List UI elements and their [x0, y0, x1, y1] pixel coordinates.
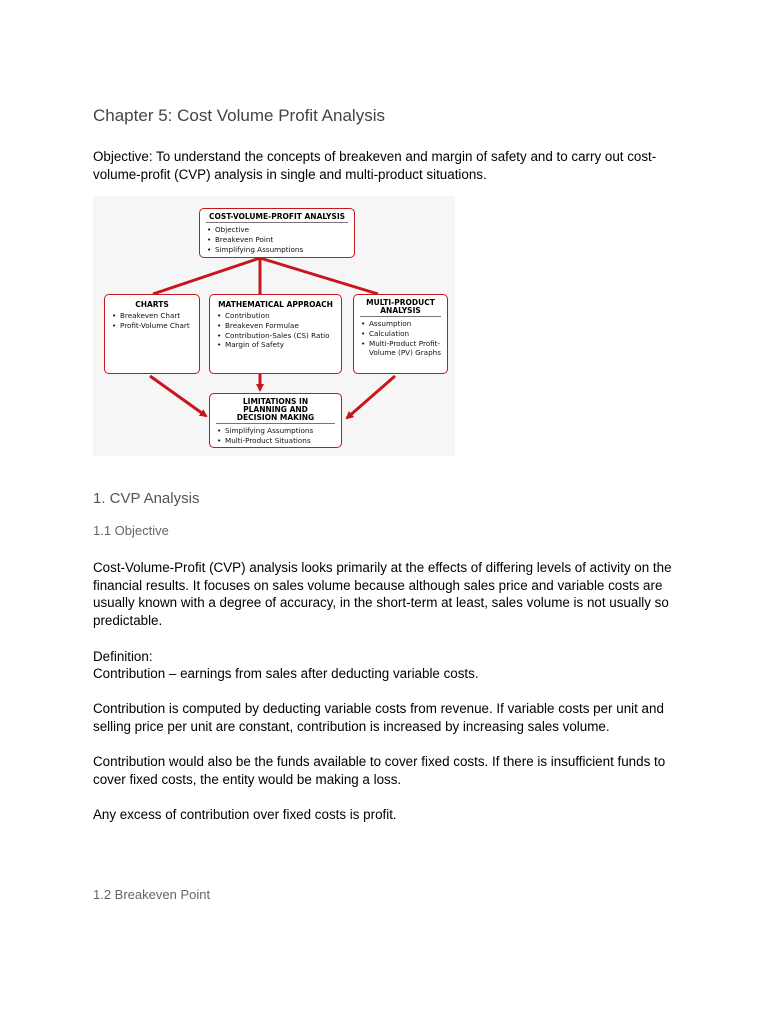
subheading-objective: 1.1 Objective	[93, 523, 169, 538]
box-limitations-title: LIMITATIONS IN PLANNING AND DECISION MAKING	[216, 398, 335, 424]
list-item: • Margin of Safety	[216, 340, 335, 350]
list-item: • Simplifying Assumptions	[206, 245, 348, 255]
list-item: • Multi-Product Situations	[216, 436, 335, 446]
list-item: • Contribution	[216, 311, 335, 321]
definition-text: Contribution – earnings from sales after deducting variable costs.	[93, 666, 479, 681]
cvp-overview-diagram	[93, 196, 455, 456]
page-title: Chapter 5: Cost Volume Profit Analysis	[93, 106, 385, 125]
arrow-charts-to-limits	[150, 376, 206, 416]
objective-paragraph: Objective: To understand the concepts of breakeven and margin of safety and to carry out cost-volume-profit (CVP) analysis in single and multi-product situations.	[93, 149, 657, 182]
list-item: • Breakeven Formulae	[216, 321, 335, 331]
box-cvp-analysis	[199, 208, 355, 258]
connector-top-to-multi	[260, 258, 378, 294]
box-multi-product-analysis-title: MULTI-PRODUCT ANALYSIS	[360, 299, 441, 317]
box-mathematical-approach	[209, 294, 342, 374]
subheading-breakeven-point: 1.2 Breakeven Point	[93, 887, 211, 902]
list-item: • Profit-Volume Chart	[111, 321, 193, 331]
box-multi-product-analysis	[353, 294, 448, 374]
box-charts	[104, 294, 200, 374]
box-mathematical-approach-title: MATHEMATICAL APPROACH	[218, 300, 333, 309]
paragraph-profit: Any excess of contribution over fixed costs is profit.	[93, 807, 397, 822]
arrow-multi-to-limits	[347, 376, 395, 418]
connector-top-to-charts	[153, 258, 260, 294]
paragraph-contribution-computation: Contribution is computed by deducting variable costs from revenue. If variable costs per unit and selling price per unit are constant, contribution is increased by increasing sales volume.	[93, 701, 664, 734]
box-cvp-analysis-title: COST-VOLUME-PROFIT ANALYSIS	[206, 213, 348, 223]
section-heading-cvp-analysis: 1. CVP Analysis	[93, 490, 200, 507]
list-item: • Objective	[206, 225, 348, 235]
list-item: • Contribution-Sales (CS) Ratio	[216, 331, 335, 341]
definition-label: Definition:	[93, 649, 153, 664]
list-item: • Breakeven Point	[206, 235, 348, 245]
list-item: • Simplifying Assumptions	[216, 426, 335, 436]
list-item: • Assumption	[360, 319, 441, 329]
box-charts-title: CHARTS	[135, 300, 169, 309]
list-item: • Calculation	[360, 329, 441, 339]
list-item: • Multi-Product Profit-Volume (PV) Graphs	[360, 339, 441, 359]
paragraph-cvp-intro: Cost-Volume-Profit (CVP) analysis looks primarily at the effects of differing levels of activity on the financial results. It focuses on sales volume because although sales price and variable costs are usually known with a degree of accuracy, in the short-term at least, sales volume is not usually so predictable.	[93, 560, 672, 628]
paragraph-contribution-fixed-costs: Contribution would also be the funds available to cover fixed costs. If there is insufficient funds to cover fixed costs, the entity would be making a loss.	[93, 754, 666, 787]
box-limitations	[209, 393, 342, 448]
list-item: • Breakeven Chart	[111, 311, 193, 321]
